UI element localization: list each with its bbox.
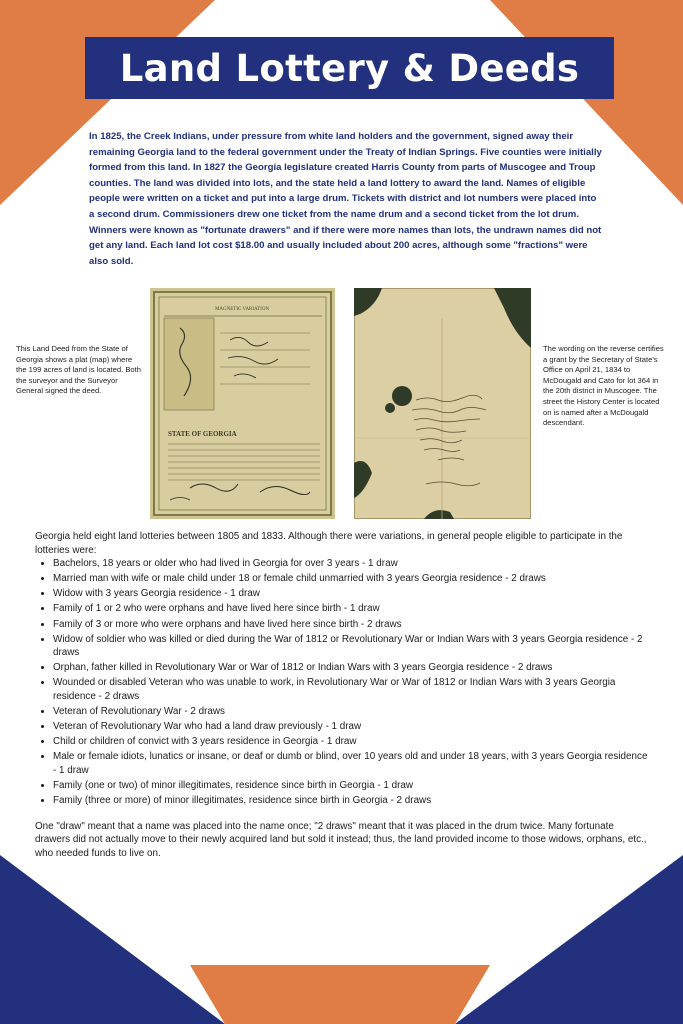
eligibility-intro: Georgia held eight land lotteries between 1805 and 1833. Although there were variations, in general people eligible to participate in the lotteries were:: [35, 531, 623, 556]
list-item: • Family of 1 or 2 who were orphans and have lived here since birth - 1 draw: [53, 602, 650, 616]
list-item: • Orphan, father killed in Revolutionary War or War of 1812 or Indian Wars with 3 years Georgia residence - 2 draws: [53, 661, 650, 675]
navy-corner-bottom-left: [0, 855, 225, 1024]
eligibility-list: [35, 557, 650, 808]
list-item: • Family (one or two) of minor illegitimates, residence since birth in Georgia - 1 draw: [53, 779, 650, 793]
list-item: • Veteran of Revolutionary War who had a land draw previously - 1 draw: [53, 720, 650, 734]
deed-state-text: STATE OF GEORGIA: [168, 430, 237, 438]
deed-header-text: MAGNETIC VARIATION: [214, 307, 270, 312]
list-item: • Married man with wife or male child under 18 or female child unmarried with 3 years Georgia residence - 2 draws: [53, 572, 650, 586]
list-item: • Family of 3 or more who were orphans and have lived here since birth - 2 draws: [53, 618, 650, 632]
land-deed-front-image: [150, 288, 335, 519]
land-deed-reverse-image: [354, 288, 531, 519]
title-bar: [85, 37, 614, 99]
list-item: • Wounded or disabled Veteran who was unable to work, in Revolutionary War or War of 1812 or Indian Wars with 3 years Georgia residence - 2 draws: [53, 676, 650, 703]
list-item: • Bachelors, 18 years or older who had lived in Georgia for over 3 years - 1 draw: [53, 557, 650, 571]
list-item: • Veteran of Revolutionary War - 2 draws: [53, 705, 650, 719]
list-item: • Male or female idiots, lunatics or insane, or deaf or dumb or blind, over 10 years old and under 18 years, with 3 years Georgia residence - 1 draw: [53, 750, 650, 777]
list-item: • Family (three or more) of minor illegitimates, residence since birth in Georgia - 2 draws: [53, 794, 650, 808]
caption-left: This Land Deed from the State of Georgia shows a plat (map) where the 199 acres of land is located. Both the surveyor and the Surveyor General signed the deed.: [16, 344, 141, 396]
list-item: • Widow of soldier who was killed or died during the War of 1812 or Revolutionary War or Indian Wars with 3 years Georgia residence - 2 draws: [53, 633, 650, 660]
list-item: • Widow with 3 years Georgia residence - 1 draw: [53, 587, 650, 601]
list-item: • Child or children of convict with 3 years residence in Georgia - 1 draw: [53, 735, 650, 749]
orange-band-bottom: [190, 965, 490, 1024]
page-title: Land Lottery & Deeds: [119, 46, 580, 90]
caption-right: The wording on the reverse certifies a grant by the Secretary of State's Office on April 21, 1834 to McDougald and Cato for lot 364 in the 20th district in Muscogee. The street the History Center is located on is named after a McDougald descendant.: [543, 344, 664, 428]
eligibility-section: [35, 530, 650, 861]
closing-paragraph: One "draw" meant that a name was placed into the name once; "2 draws" meant that it was placed in the drum twice. Many fortunate drawers did not actually move to their newly acquired land but sold it instead; thus, the land provided income to those widows, orphans, etc., who needed funds to live on.: [35, 820, 647, 859]
navy-corner-bottom-right: [455, 855, 683, 1024]
intro-paragraph: In 1825, the Creek Indians, under pressure from white land holders and the government, signed away their remaining Georgia land to the federal government under the Treaty of Indian Springs. Five counties were initially formed from this land. In 1827 the Georgia legislature created Harris County from parts of Muscogee and Troup counties. The land was divided into lots, and the state held a land lottery to award the land. Names of eligible people were written on a ticket and put into a large drum. Tickets with district and lot numbers were placed into a second drum. Commissioners drew one ticket from the name drum and a second ticket from the lot drum. Winners were known as "fortunate drawers" and if there were more names than lots, the undrawn names did not get any land. Each land lot cost $18.00 and usually included about 200 acres, although some "fractions" were also sold.: [89, 131, 602, 267]
